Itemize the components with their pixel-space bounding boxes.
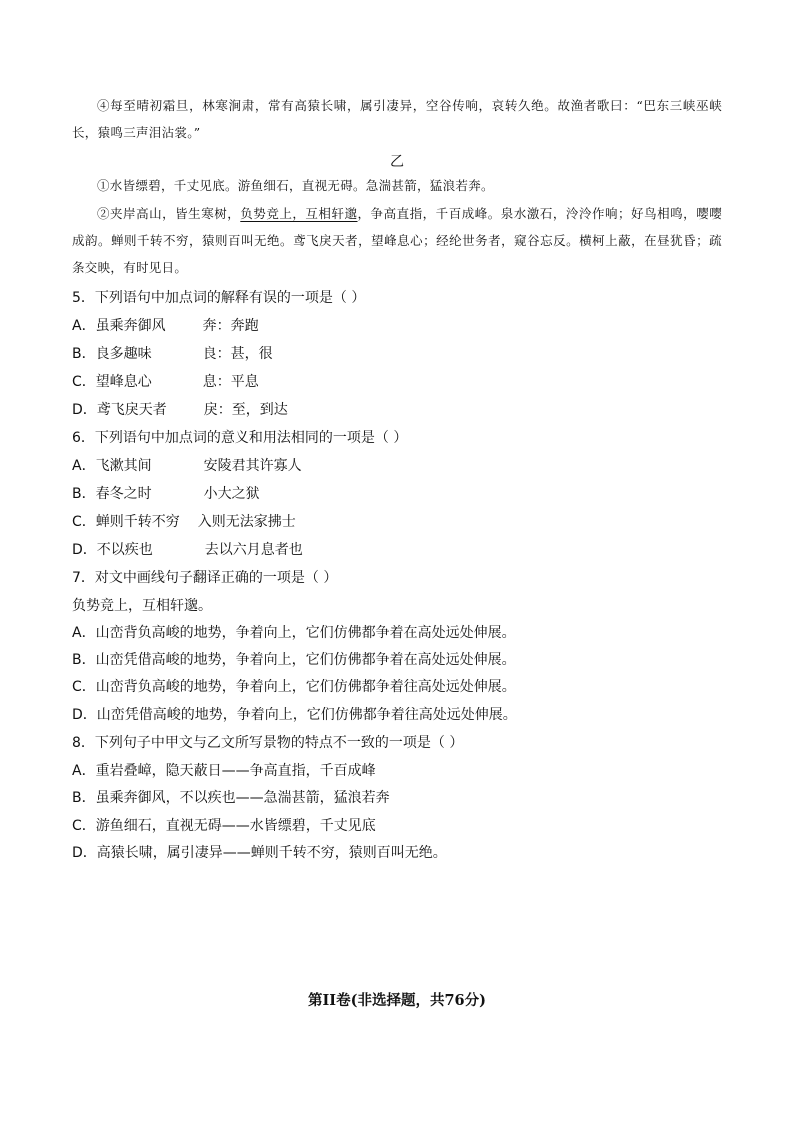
question-8-option-d[interactable]	[72, 843, 732, 863]
passage-yi-paragraph-2-lead: ②夹岸高山，皆生寒树，	[97, 206, 241, 221]
option-phrase: 不以疾也	[96, 542, 153, 558]
question-8-stem: 8．下列句子中甲文与乙文所写景物的特点不一致的一项是（ ）	[72, 735, 464, 751]
question-6-option-d[interactable]	[72, 540, 732, 560]
option-gloss: 良：甚，很	[202, 346, 273, 362]
option-phrase: 蝉则千转不穷	[95, 514, 180, 530]
question-7-option-a[interactable]	[72, 623, 732, 643]
question-6-option-c[interactable]	[72, 512, 732, 532]
option-text: 虽乘奔御风，不以疾也——急湍甚箭，猛浪若奔	[95, 790, 390, 806]
option-text: 山峦背负高峻的地势，争着向上，它们仿佛都争着往高处远处伸展。	[95, 679, 516, 695]
option-label: C．	[72, 679, 96, 695]
option-phrase: 飞漱其间	[95, 458, 152, 474]
option-gloss: 安陵君其许寡人	[203, 458, 302, 474]
option-phrase: 望峰息心	[95, 374, 152, 390]
option-label: D．	[72, 542, 97, 558]
passage-yi-paragraph-2	[72, 200, 722, 281]
option-text: 高猿长啸，属引凄异——蝉则千转不穷，猿则百叫无绝。	[96, 845, 447, 861]
question-7-quote: 负势竞上，互相轩邈。	[72, 598, 212, 614]
option-text: 山峦凭借高峻的地势，争着向上，它们仿佛都争着往高处远处伸展。	[96, 707, 517, 723]
section-2-title: 第II卷(非选择题，共76分)	[308, 992, 486, 1009]
question-7-option-b[interactable]	[72, 650, 732, 670]
option-label: B．	[72, 346, 96, 362]
option-label: B．	[72, 652, 96, 668]
option-gloss: 奔：奔跑	[202, 318, 259, 334]
question-6-option-a[interactable]	[72, 456, 732, 476]
option-label: B．	[72, 486, 96, 502]
option-label: A．	[72, 625, 96, 641]
passage-yi-paragraph-2-rest: ，争高直指，千百成峰。泉水激石，泠泠作响；好鸟相鸣，嘤嘤成韵。蝉则千转不穷，猿则百叫无绝。鸢飞戾天者，望峰息心；经纶世务者，窥谷忘反。横柯上蔽，在昼犹昏；疏条交映，有时见日。	[72, 206, 722, 275]
option-text: 山峦凭借高峻的地势，争着向上，它们仿佛都争着在高处远处伸展。	[95, 652, 516, 668]
option-text: 山峦背负高峻的地势，争着向上，它们仿佛都争着在高处远处伸展。	[95, 625, 516, 641]
question-7-option-d[interactable]	[72, 705, 732, 725]
question-8-option-c[interactable]	[72, 816, 732, 836]
option-label: C．	[72, 374, 96, 390]
option-gloss: 息：平息	[202, 374, 259, 390]
question-5-option-d[interactable]	[72, 400, 732, 420]
passage-yi-label: 乙	[390, 154, 404, 170]
option-label: C．	[72, 818, 96, 834]
option-text: 游鱼细石，直视无碍——水皆缥碧，千丈见底	[95, 818, 376, 834]
question-7-option-c[interactable]	[72, 677, 732, 697]
option-gloss: 戾：至，到达	[203, 402, 288, 418]
option-phrase: 春冬之时	[95, 486, 152, 502]
passage-jia-paragraph-4: ④每至晴初霜旦，林寒涧肃，常有高猿长啸，属引凄异，空谷传响，哀转久绝。故渔者歌曰：“巴东三峡巫峡长，猿鸣三声泪沾裳。”	[72, 98, 722, 140]
option-label: A．	[72, 318, 96, 334]
question-5-option-b[interactable]	[72, 344, 732, 364]
option-phrase: 良多趣味	[95, 346, 152, 362]
option-phrase: 鸢飞戾天者	[96, 402, 167, 418]
option-label: D．	[72, 402, 97, 418]
question-5-stem: 5．下列语句中加点词的解释有误的一项是（ ）	[72, 290, 366, 306]
option-label: A．	[72, 763, 96, 779]
question-6-stem: 6．下列语句中加点词的意义和用法相同的一项是（ ）	[72, 430, 408, 446]
underlined-sentence: 负势竞上，互相轩邈	[240, 206, 358, 221]
question-5-option-a[interactable]	[72, 316, 732, 336]
question-6-option-b[interactable]	[72, 484, 732, 504]
question-8-option-a[interactable]	[72, 761, 732, 781]
option-label: D．	[72, 707, 97, 723]
option-label: A．	[72, 458, 96, 474]
option-label: B．	[72, 790, 96, 806]
option-phrase: 虽乘奔御风	[95, 318, 166, 334]
option-gloss: 入则无法家拂士	[197, 514, 296, 530]
question-8-option-b[interactable]	[72, 788, 732, 808]
option-gloss: 去以六月息者也	[204, 542, 303, 558]
option-gloss: 小大之狱	[203, 486, 260, 502]
option-text: 重岩叠嶂，隐天蔽日——争高直指，千百成峰	[95, 763, 376, 779]
passage-yi-paragraph-1: ①水皆缥碧，千丈见底。游鱼细石，直视无碍。急湍甚箭，猛浪若奔。	[97, 178, 494, 193]
option-label: C．	[72, 514, 96, 530]
question-7-stem: 7．对文中画线句子翻译正确的一项是（ ）	[72, 570, 338, 586]
option-label: D．	[72, 845, 97, 861]
question-5-option-c[interactable]	[72, 372, 732, 392]
